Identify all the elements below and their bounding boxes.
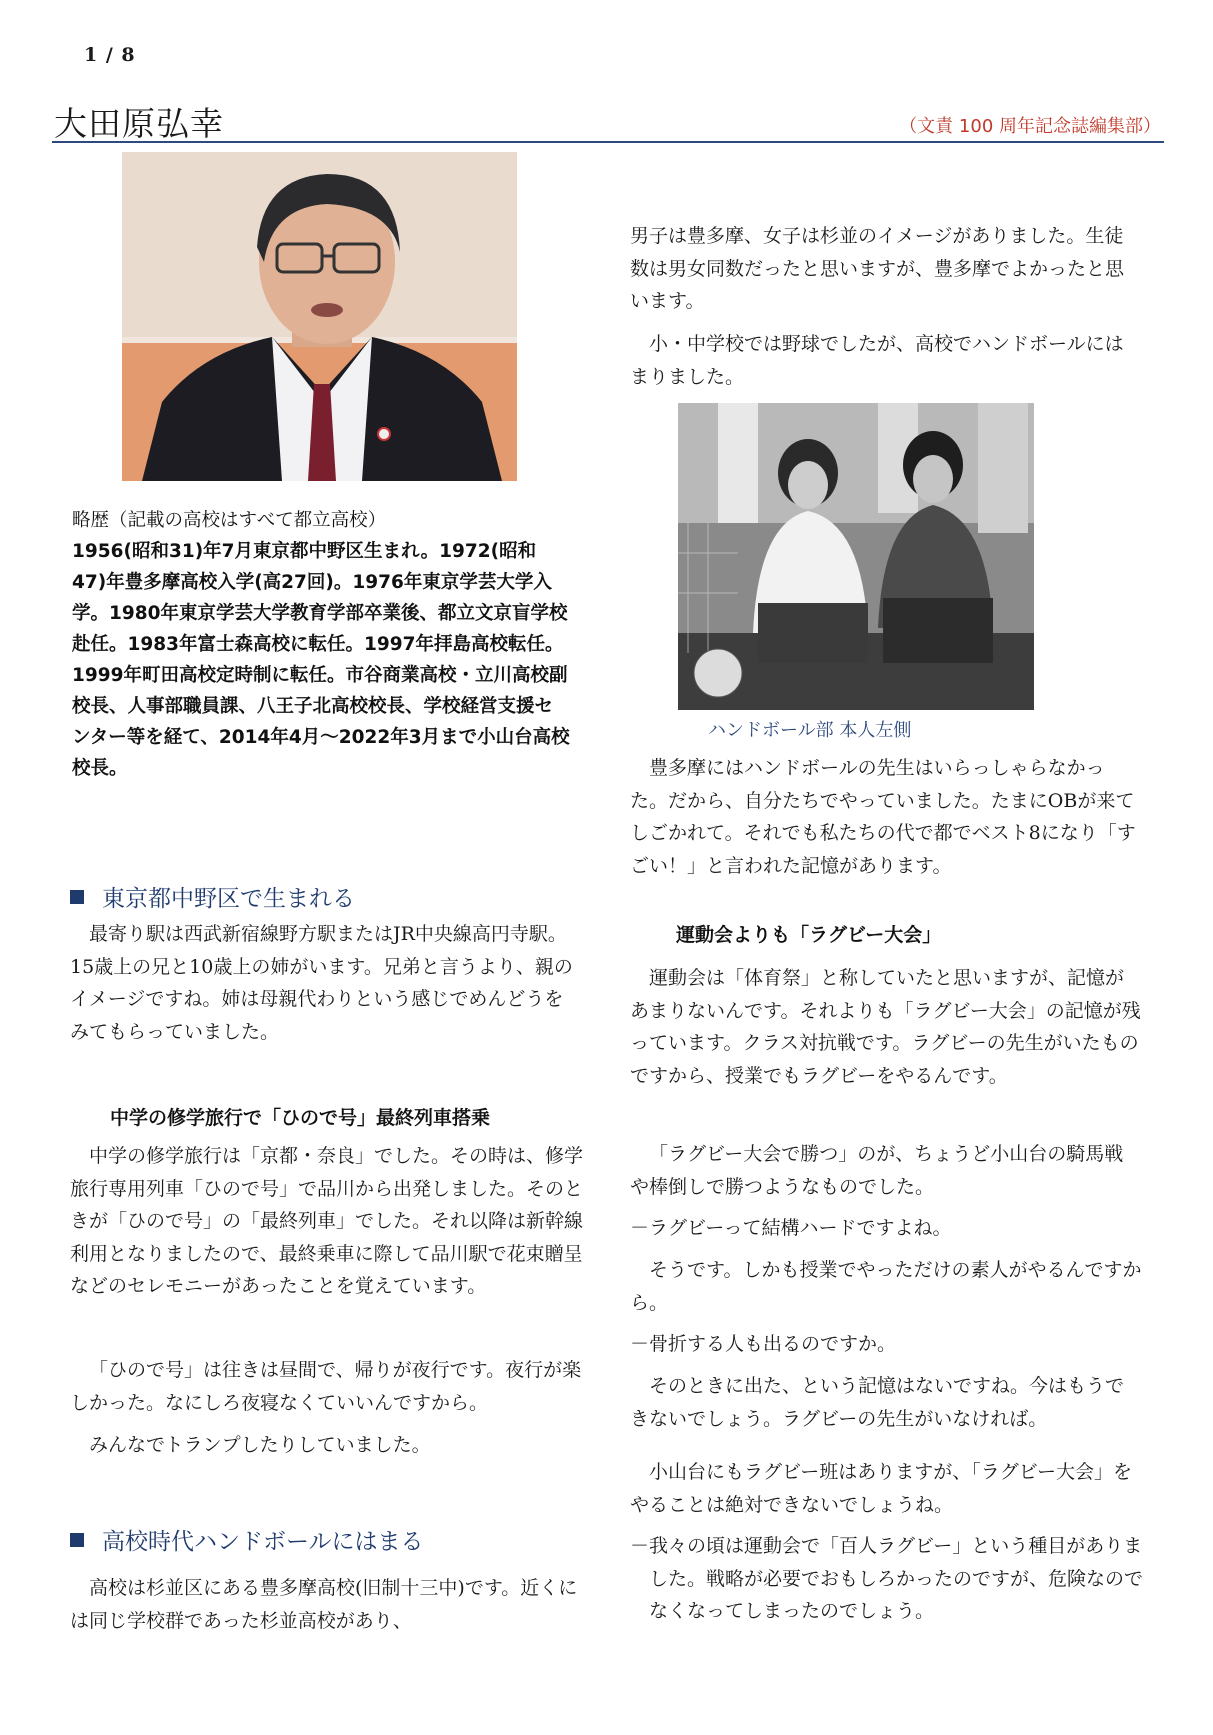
paragraph-rugby-3: そうです。しかも授業でやっただけの素人がやるんですから。 [630,1259,1142,1314]
biography-heading: 略歴（記載の高校はすべて都立高校） [72,510,387,531]
team-photo-icon [678,403,1034,710]
paragraph-rugby-4: そのときに出た、という記憶はないですね。今はもうできないでしょう。ラグビーの先生がいなければ。 [630,1375,1125,1430]
section-heading-born: 東京都中野区で生まれる [70,880,582,913]
paragraph-handball-1: 高校は杉並区にある豊多摩高校(旧制十三中)です。近くには同じ学校群であった杉並高校があり、 [70,1577,578,1632]
paragraph-handball-4: 豊多摩にはハンドボールの先生はいらっしゃらなかった。だから、自分たちでやっていました。たまにOBが来てしごかれて。それでも私たちの代で都でベスト8になり「すごい！」と言われた記憶があります。 [630,757,1136,877]
paragraph-born-3: 「ひので号」は往きは昼間で、帰りが夜行です。夜行が楽しかった。なにしろ夜寝なくていいんですから。 [70,1359,582,1414]
section-bullet-icon [70,1533,84,1547]
paragraph-handball-2: 男子は豊多摩、女子は杉並のイメージがありました。生徒数は男女同数だったと思いますが、豊多摩でよかったと思います。 [630,225,1125,312]
portrait-icon [122,152,517,481]
section-bullet-icon [70,890,84,904]
page-title: 大田原弘幸 [54,104,224,143]
editorial-credit: （文責 100 周年記念誌編集部） [899,116,1161,137]
team-photo-caption: ハンドボール部 本人左側 [708,720,912,741]
question-rugby-3: －我々の頃は運動会で「百人ラグビー」という種目がありました。戦略が必要でおもしろかったのですが、危険なのでなくなってしまったのでしょう。 [630,1535,1144,1622]
paragraph-handball-3: 小・中学校では野球でしたが、高校でハンドボールにはまりました。 [630,333,1124,388]
biography [72,505,570,784]
paragraph-born-1: 最寄り駅は西武新宿線野方駅またはJR中央線高円寺駅。15歳上の兄と10歳上の姉がいます。兄弟と言うより、親のイメージですね。姉は母親代わりという感じでめんどうをみてもらっていました。 [70,923,573,1043]
title-divider [52,141,1164,143]
question-rugby-2: －骨折する人も出るのですか。 [630,1333,897,1355]
page-number: 1 / 8 [84,44,136,66]
paragraph-rugby-1: 運動会は「体育祭」と称していたと思いますが、記憶があまりないんです。それよりも「ラグビー大会」の記憶が残っています。クラス対抗戦です。ラグビーの先生がいたものですから、授業でもラグビーをやるんです。 [630,967,1141,1087]
paragraph-born-2: 中学の修学旅行は「京都・奈良」でした。その時は、修学旅行専用列車「ひので号」で品川から出発しました。そのときが「ひので号」の「最終列車」でした。それ以降は新幹線利用となりましたので、最終乗車に際して品川駅で花束贈呈などのセレモニーがあったことを覚えています。 [70,1145,584,1297]
subheading-rugby: 運動会よりも「ラグビー大会」 [676,924,942,946]
paragraph-rugby-5: 小山台にもラグビー班はありますが、「ラグビー大会」をやることは絶対できないでしょうね。 [630,1461,1132,1516]
subheading-school-trip: 中学の修学旅行で「ひので号」最終列車搭乗 [110,1107,491,1129]
question-rugby-1: －ラグビーって結構ハードですよね。 [630,1217,952,1239]
biography-body: 1956(昭和31)年7月東京都中野区生まれ。1972(昭和47)年豊多摩高校入学(高27回)。1976年東京学芸大学入学。1980年東京学芸大学教育学部卒業後、都立文京盲学校赴任。1983年富士森高校に転任。1997年拝島高校転任。1999年町田高校定時制に転任。市谷商業高校・立川高校副校長、人事部職員課、八王子北高校校長、学校経営支援センター等を経て、2014年4月～2022年3月まで小山台高校校長。 [72,541,570,779]
paragraph-rugby-2: 「ラグビー大会で勝つ」のが、ちょうど小山台の騎馬戦や棒倒しで勝つようなものでした。 [630,1143,1124,1198]
section-heading-handball: 高校時代ハンドボールにはまる [70,1523,582,1556]
paragraph-born-4: みんなでトランプしたりしていました。 [89,1434,431,1456]
team-photo [678,403,1034,710]
portrait-photo [122,152,517,481]
